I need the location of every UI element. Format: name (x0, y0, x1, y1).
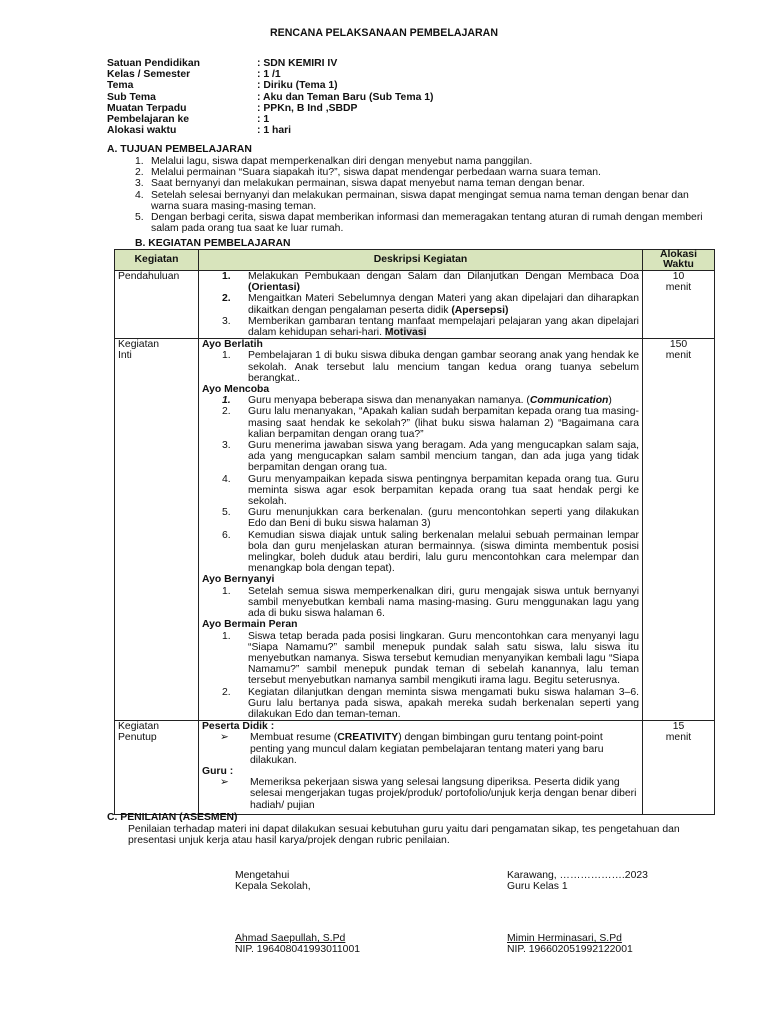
item-number: 1. (222, 271, 231, 282)
signature-left-name (235, 933, 360, 955)
item-text: Saat bernyanyi dan melakukan permainan, siswa dapat menyebut nama teman dengan benar. (151, 178, 585, 190)
list-item (202, 395, 639, 406)
objectives-list (135, 156, 715, 234)
item-text: Memeriksa pekerjaan siswa yang selesai langsung diperiksa. Peserta didik yang selesai mengerjakan tugas projek/produk/ portofolio/unjuk kerja dengan benar diberi hadiah/ pujian (250, 777, 637, 811)
item-text: Dengan berbagi cerita, siswa dapat memberikan informasi dan memeragakan tentang aturan di rumah dengan memberi salam pada orang tua saat ke luar rumah. (151, 212, 703, 235)
identity-label: Muatan Terpadu (107, 102, 187, 114)
identity-row (107, 92, 433, 103)
list-item (135, 167, 715, 178)
signature-left (235, 870, 311, 892)
identity-value: : Aku dan Teman Baru (Sub Tema 1) (257, 91, 434, 103)
identity-row (107, 114, 433, 125)
row-label-line: Kegiatan (118, 721, 160, 733)
item-number: 2. (135, 167, 144, 179)
item-number: 1. (135, 156, 144, 167)
signer-nip: NIP. 196602051992122001 (507, 944, 633, 956)
item-number: 5. (222, 507, 231, 519)
item-text: Mengaitkan Materi Sebelumnya dengan Materi yang akan dipelajari dan diharapkan dikaitkan dengan pengalaman peserta didik (248, 293, 639, 316)
list-item (202, 507, 639, 529)
signature-line: Mengetahui (235, 870, 290, 881)
subheading: Ayo Berlatih (202, 339, 263, 351)
item-text: Memberikan gambaran tentang manfaat mempelajari pelajaran yang akan dipelajari dalam kehidupan sehari-hari. (248, 315, 639, 339)
assessment-text: Penilaian terhadap materi ini dapat dilakukan sesuai kebutuhan guru yaitu dari pengamatan sikap, tes pengetahuan dan presentasi unjuk kerja atau hasil karya/projek dengan rubric penilaian. (128, 824, 680, 847)
arrow-bullet-icon: ➢ (220, 732, 229, 744)
time-value: 10 (672, 271, 685, 282)
signer-name: Mimin Herminasari, S.Pd (507, 933, 622, 944)
identity-value: : 1 /1 (257, 69, 281, 81)
item-text: Setelah semua siswa memperkenalkan diri, guru mengajak siswa untuk bernyanyi sambil menyebutkan kembali nama masing-masing. Guru menggunakan lagu yang ada di buku siswa halaman 6. (248, 585, 639, 620)
signature-role: Guru Kelas 1 (507, 881, 568, 893)
row-description (199, 339, 643, 721)
row-description (199, 271, 643, 339)
item-number: 3. (222, 315, 231, 327)
header-deskripsi: Deskripsi Kegiatan (199, 250, 643, 271)
list-item (202, 631, 639, 687)
row-label-line: Inti (118, 350, 132, 362)
list-item (202, 316, 639, 338)
list-item (202, 293, 639, 315)
table-header-row (115, 250, 715, 271)
identity-label: Satuan Pendidikan (107, 58, 200, 69)
item-number: 1. (222, 630, 231, 642)
item-text: Guru menerima jawaban siswa yang beragam. Ada yang mengucapkan salam saja, ada yang mengucapkan salam sambil mencium tangan, dan ada juga yang tidak berpamitan dengan orang tua. (248, 440, 639, 474)
subheading: Ayo Bernyanyi (202, 574, 275, 586)
section-a-heading: A. TUJUAN PEMBELAJARAN (107, 144, 252, 155)
time-unit: menit (665, 350, 692, 362)
header-waktu: Alokasi Waktu (643, 250, 715, 271)
time-value: 150 (669, 339, 688, 351)
signature-right-name (507, 933, 633, 955)
item-number: 6. (222, 529, 231, 541)
list-item (202, 530, 639, 575)
row-label (115, 721, 199, 815)
identity-row (107, 58, 433, 69)
item-text: Guru menyapa beberapa siswa dan menanyakan namanya. ( (248, 395, 530, 407)
subheading: Ayo Bermain Peran (202, 619, 298, 631)
table-row (115, 339, 715, 721)
item-tag: Communication (529, 395, 609, 407)
item-number: 5. (135, 212, 144, 224)
list-item (202, 474, 639, 508)
time-value: 15 (672, 721, 685, 733)
time-unit: menit (665, 282, 692, 294)
signature-role: Kepala Sekolah, (235, 881, 311, 893)
identity-label: Sub Tema (107, 91, 156, 103)
arrow-bullet-icon: ➢ (220, 777, 229, 789)
identity-value: : 1 (257, 113, 270, 125)
item-text: Melalui lagu, siswa dapat memperkenalkan diri dengan menyebut nama panggilan. (151, 156, 533, 167)
identity-block (107, 58, 433, 136)
list-item (135, 156, 715, 167)
section-b-heading: B. KEGIATAN PEMBELAJARAN (135, 238, 291, 249)
signer-name: Ahmad Saepullah, S.Pd (235, 933, 346, 944)
identity-value: : 1 hari (257, 125, 292, 137)
row-label-line: Kegiatan (118, 339, 160, 351)
subheading: Peserta Didik : (202, 721, 275, 733)
item-number: 4. (222, 473, 231, 485)
item-text-tail: ) dengan bimbingan guru tentang point-point penting yang muncul dalam kegiatan pembelajaran tentang materi yang baru dilakukan. (250, 732, 604, 766)
item-number: 2. (222, 406, 231, 418)
identity-label: Tema (107, 80, 134, 92)
list-item (135, 212, 715, 234)
time-unit: menit (665, 732, 692, 744)
signature-line: Karawang, ……………….2023 (507, 870, 648, 881)
activity-table (114, 249, 715, 815)
item-text: Siswa tetap berada pada posisi lingkaran. Guru mencontohkan cara menyanyi lagu “Siapa Namamu?” sambil menepuk pundak salah satu siswa, lalu siswa itu menyebutkan namanya. Siswa tersebut kemudian menyanyikan kembali lagu “Siapa Namamu?” sambil menepuk pundak teman di sebelah kanannya, lalu teman tersebut menyebutkan namanya sambil mengikuti irama lagu. Begitu seterusnya. (248, 630, 639, 687)
row-time (643, 721, 715, 815)
item-number: 2. (222, 293, 231, 305)
identity-row (107, 125, 433, 136)
document-title: RENCANA PELAKSANAAN PEMBELAJARAN (270, 27, 498, 39)
item-text: Kegiatan dilanjutkan dengan meminta siswa mengamati buku siswa halaman 3–6. Guru lalu bertanya pada siswa, apakah mereka sudah berkenalan seperti yang dilakukan Edo dan teman-teman. (248, 686, 639, 720)
row-time (643, 339, 715, 721)
list-item (202, 777, 639, 811)
list-item (202, 586, 639, 620)
row-time (643, 271, 715, 339)
identity-row (107, 80, 433, 91)
item-number: 4. (135, 189, 144, 201)
item-tag: (Apersepsi) (451, 304, 509, 316)
identity-value: : PPKn, B Ind ,SBDP (257, 102, 358, 114)
list-item (202, 732, 639, 766)
row-description (199, 721, 643, 815)
list-item (202, 271, 639, 293)
signature-right (507, 870, 648, 892)
item-number: 2. (222, 686, 231, 698)
header-kegiatan: Kegiatan (115, 250, 199, 271)
item-text: Pembelajaran 1 di buku siswa dibuka dengan gambar seorang anak yang hendak ke sekolah. Anak tersebut lalu mencium tangan kedua orang tuanya sebelum berangkat.. (248, 350, 639, 384)
item-number: 3. (222, 440, 231, 452)
item-text: Guru lalu menanyakan, “Apakah kalian sudah berpamitan kepada orang tua masing-masing saat hendak ke sekolah?” (lihat buku siswa halaman 2) “Bagaimana cara kalian berpamitan dengan orang tua?” (248, 406, 639, 440)
list-item (135, 178, 715, 189)
item-text: Kemudian siswa diajak untuk saling berkenalan melalui sebuah permainan lempar bola dan guru menjelaskan aturan bermainnya. (siswa diminta membentuk posisi melingkar, boleh duduk atau berdiri, lalu guru mencontohkan cara melempar dan menangkap bola dengan tepat). (248, 529, 639, 575)
identity-row (107, 103, 433, 114)
identity-value: : SDN KEMIRI IV (257, 58, 338, 69)
identity-value: : Diriku (Tema 1) (257, 80, 338, 92)
identity-label: Kelas / Semester (107, 69, 191, 81)
list-item (202, 350, 639, 384)
table-row (115, 721, 715, 815)
identity-row (107, 69, 433, 80)
identity-label: Pembelajaran ke (107, 113, 190, 125)
identity-label: Alokasi waktu (107, 125, 177, 137)
item-number: 1. (222, 585, 231, 597)
table-row (115, 271, 715, 339)
subheading: Guru : (202, 765, 234, 777)
list-item (202, 440, 639, 474)
list-item (202, 687, 639, 721)
item-number: 1. (222, 395, 231, 407)
item-tag: Motivasi (384, 327, 427, 339)
list-item (135, 190, 715, 212)
subheading: Ayo Mencoba (202, 384, 270, 396)
row-label-line: Penutup (118, 732, 157, 744)
item-number: 3. (135, 178, 144, 190)
item-text: Melalui permainan “Suara siapakah itu?”, siswa dapat mendengar perbedaan warna suara teman. (151, 167, 601, 179)
item-text: Membuat resume ( (250, 732, 338, 744)
signer-nip: NIP. 196408041993011001 (235, 944, 361, 956)
item-text-tail: ) (608, 395, 612, 407)
row-label (115, 339, 199, 721)
list-item (202, 406, 639, 440)
item-number: 1. (222, 350, 231, 362)
row-label: Pendahuluan (115, 271, 199, 339)
item-text: Guru menyampaikan kepada siswa pentingnya berpamitan kepada orang tua. Guru meminta siswa agar esok berpamitan kepada orang tua saat hendak pergi ke sekolah. (248, 473, 639, 508)
section-c-heading: C. PENILAIAN (ASESMEN) (107, 812, 238, 823)
item-tag: (Orientasi) (248, 282, 300, 294)
item-tag: CREATIVITY (337, 732, 399, 744)
item-text: Setelah selesai bernyanyi dan melakukan permainan, siswa dapat mengingat semua nama teman dengan benar dan warna suara masing-masing teman. (151, 189, 689, 212)
item-text: Melakukan Pembukaan dengan Salam dan Dilanjutkan Dengan Membaca Doa (248, 271, 639, 282)
item-text: Guru menunjukkan cara berkenalan. (guru mencontohkan seperti yang dilakukan Edo dan Beni di buku siswa halaman 3) (248, 507, 639, 530)
